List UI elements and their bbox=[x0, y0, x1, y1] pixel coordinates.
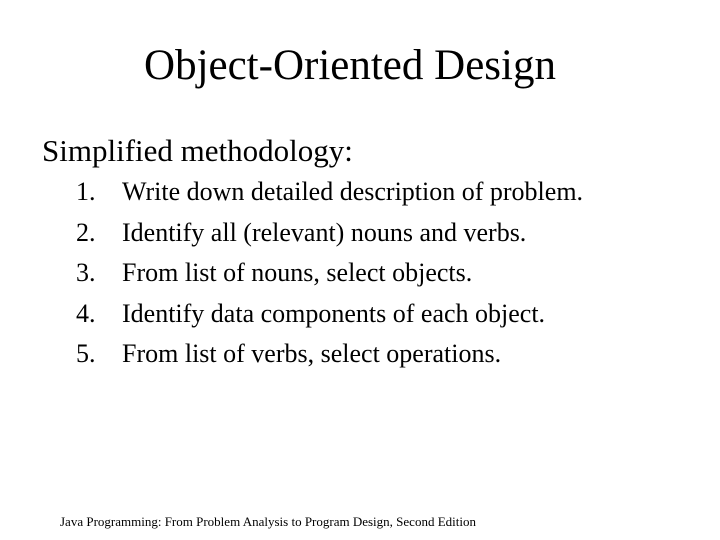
step-text: From list of nouns, select objects. bbox=[122, 258, 473, 287]
step-number: 3. bbox=[76, 258, 96, 287]
list-item bbox=[76, 172, 583, 213]
slide-title: Object-Oriented Design bbox=[144, 42, 556, 89]
slide-subheading: Simplified methodology: bbox=[42, 133, 353, 168]
step-number: 4. bbox=[76, 298, 96, 328]
slide-footer: Java Programming: From Problem Analysis to Program Design, Second Edition bbox=[60, 514, 476, 529]
list-item bbox=[76, 213, 583, 254]
list-item bbox=[76, 334, 583, 375]
step-number: 5. bbox=[76, 339, 96, 368]
list-item bbox=[76, 253, 583, 294]
step-text: From list of verbs, select operations. bbox=[122, 339, 502, 368]
step-text: Identify all (relevant) nouns and verbs. bbox=[122, 217, 527, 247]
step-text: Write down detailed description of problem. bbox=[122, 177, 584, 206]
step-number: 2. bbox=[76, 217, 96, 247]
step-text: Identify data components of each object. bbox=[122, 298, 546, 328]
methodology-steps-list bbox=[76, 172, 583, 375]
step-number: 1. bbox=[76, 177, 96, 206]
list-item bbox=[76, 294, 583, 335]
